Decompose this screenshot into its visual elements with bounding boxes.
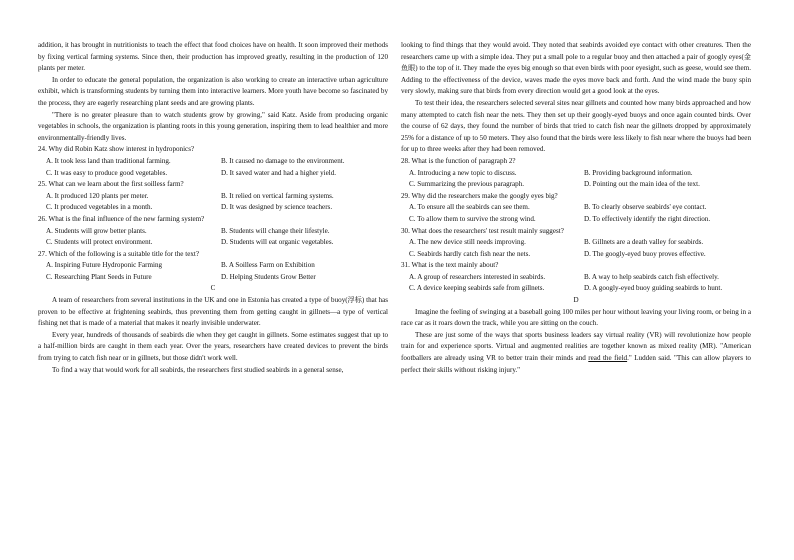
text-run: A team of researchers from several institutions in the UK and one in Estonia has created a type of buoy( (52, 296, 348, 305)
option-a[interactable]: A. To ensure all the seabirds can see them. (409, 203, 530, 212)
section-heading-d: D (573, 296, 579, 305)
passage-d-paragraph: Imagine the feeling of swinging at a baseball going 100 miles per hour without leaving your living room, or being in a race car as it roars down the track, while you are sitting on the couch. (401, 307, 751, 328)
passage-c-paragraph: To test their idea, the researchers selected several sites near gillnets and counted how many birds approached and how many attempted to catch fish near the nets. They then set up their googly-eyed buoys and once again counted birds. Over the course of 62 days, they found the number of birds that tried to catch fish near the gillnets dropped by approximately 25% for a distance of up to 50 meters. They also found that the birds were less likely to fish near where the buoys had been for up to three weeks after they had been removed. (401, 98, 751, 154)
question-stem: 31. What is the text mainly about? (401, 261, 499, 270)
option-a[interactable]: A. The new device still needs improving. (409, 238, 526, 247)
passage-c-paragraph: To find a way that would work for all seabirds, the researchers first studied seabirds in a general sense, (52, 365, 344, 374)
question-stem: 29. Why did the researchers make the googly eyes big? (401, 191, 558, 200)
option-a[interactable]: A. Students will grow better plants. (46, 226, 147, 235)
option-b[interactable]: B. Students will change their lifestyle. (221, 226, 330, 235)
option-d[interactable]: D. The googly-eyed buoy proves effective. (584, 249, 706, 258)
option-a[interactable]: A. Inspiring Future Hydroponic Farming (46, 261, 163, 270)
passage-d-paragraph (401, 330, 751, 376)
passage-b-paragraph: "There is no greater pleasure than to watch students grow by growing," said Katz. Aside from producing organic vegetables in schools, the organization is planting roots in this young generation, inspiring them to lead healthier and more environmentally-friendly lives. (38, 110, 388, 142)
underlined-phrase: read the field (588, 354, 628, 363)
option-a[interactable]: A. Introducing a new topic to discuss. (409, 168, 517, 177)
option-c[interactable]: C. It was easy to produce good vegetables. (46, 168, 168, 177)
question-26 (38, 214, 388, 249)
option-d[interactable]: D. Pointing out the main idea of the text. (584, 180, 700, 189)
option-a[interactable]: A. It took less land than traditional farming. (46, 156, 171, 165)
option-b[interactable]: B. A way to help seabirds catch fish effectively. (584, 272, 719, 281)
chinese-gloss: 浮标 (347, 296, 362, 305)
text-run: ) that has proven to be effective at frightening seabirds, thus preventing them from getting caught in gillnets—a type of vertical fishing net that is made of a material that makes it nearly invisible underwater. (38, 296, 388, 328)
option-b[interactable]: B. To clearly observe seabirds' eye contact. (584, 203, 707, 212)
option-a[interactable]: A. It produced 120 plants per meter. (46, 191, 149, 200)
option-d[interactable]: D. Helping Students Grow Better (221, 272, 316, 281)
question-28 (401, 156, 751, 191)
option-d[interactable]: D. It was designed by science teachers. (221, 203, 333, 212)
option-d[interactable]: D. It saved water and had a higher yield. (221, 168, 337, 177)
question-29 (401, 191, 751, 226)
question-stem: 28. What is the function of paragraph 2? (401, 156, 516, 165)
question-stem: 25. What can we learn about the first soilless farm? (38, 180, 184, 189)
text-run: ) to the top of it. They made the eyes big enough so that even birds with poor eyesight, such as geese, would see them. Adding to the effectiveness of the device, waves made the eyes move back and forth. And the wind made the buoy spin very slowly, making sure that birds from every direction would get a good look at the eyes. (401, 64, 751, 96)
option-c[interactable]: C. It produced vegetables in a month. (46, 203, 153, 212)
option-b[interactable]: B. A Soilless Farm on Exhibition (221, 261, 315, 270)
right-column (401, 40, 751, 376)
option-c[interactable]: C. Seabirds hardly catch fish near the nets. (409, 249, 531, 258)
option-d[interactable]: D. A googly-eyed buoy guiding seabirds to hunt. (584, 284, 723, 293)
option-c[interactable]: C. Researching Plant Seeds in Future (46, 272, 152, 281)
question-stem: 27. Which of the following is a suitable title for the text? (38, 249, 200, 258)
text-run: looking to find things that they would avoid. They noted that seabirds avoided eye contact with other creatures. Then the researchers came up with a simple idea. They put a small pole to a regular buoy and then attached a pair of googly eyes( (401, 41, 751, 61)
text-run: These are just some of the ways that sports business leaders say virtual reality (VR) will revolutionize how people train for and experience sports. Virtual and augmented realities are together known as mixed reality (MR). "American footballers are already using VR to better train their minds and (401, 330, 751, 363)
question-24 (38, 144, 388, 179)
option-c[interactable]: C. Summarizing the previous paragraph. (409, 180, 525, 189)
option-b[interactable]: B. Providing background information. (584, 168, 693, 177)
passage-c-paragraph: Every year, hundreds of thousands of seabirds die when they get caught in gillnets. Some estimates suggest that up to a half-million birds are caught in them each year. Over the years, researchers have created devices to prevent the birds from trying to catch fish near or in gillnets, but those didn't work well. (38, 330, 388, 363)
option-b[interactable]: B. It caused no damage to the environment. (221, 156, 345, 165)
text-run: ." Ludden said. "This can allow players to perfect their skills without risking injury." (401, 354, 751, 374)
option-b[interactable]: B. Gillnets are a death valley for seabirds. (584, 238, 704, 247)
passage-c-paragraph (401, 40, 751, 98)
option-b[interactable]: B. It relied on vertical farming systems. (221, 191, 334, 200)
section-heading-c: C (210, 284, 216, 293)
question-stem: 24. Why did Robin Katz show interest in hydroponics? (38, 145, 195, 154)
question-25 (38, 179, 388, 214)
question-stem: 30. What does the researchers' test result mainly suggest? (401, 226, 564, 235)
question-27 (38, 249, 388, 284)
passage-c-paragraph (38, 295, 388, 330)
question-31 (401, 260, 751, 295)
option-c[interactable]: C. To allow them to survive the strong wind. (409, 214, 536, 223)
option-d[interactable]: D. To effectively identify the right direction. (584, 214, 711, 223)
option-d[interactable]: D. Students will eat organic vegetables. (221, 238, 334, 247)
option-c[interactable]: C. Students will protect environment. (46, 238, 153, 247)
option-c[interactable]: C. A device keeping seabirds safe from gillnets. (409, 284, 545, 293)
question-stem: 26. What is the final influence of the new farming system? (38, 214, 205, 223)
option-a[interactable]: A. A group of researchers interested in seabirds. (409, 272, 546, 281)
passage-b-paragraph: addition, it has brought in nutritionists to teach the effect that food choices have on health. It soon improved their methods by fixing vertical farming systems. Since then, their production has improved greatly, resulting in the production of 120 plants per meter. (38, 41, 388, 73)
passage-b-paragraph: In order to educate the general population, the organization is also working to create an interactive urban agriculture exhibit, which is transforming students by turning them into interactive learners. More youth have become so fascinated by the process, they are eagerly researching plant seeds and are growing plants. (38, 75, 388, 107)
chinese-gloss: 金鱼眼 (401, 52, 751, 73)
question-30 (401, 226, 751, 261)
left-column (38, 40, 388, 376)
